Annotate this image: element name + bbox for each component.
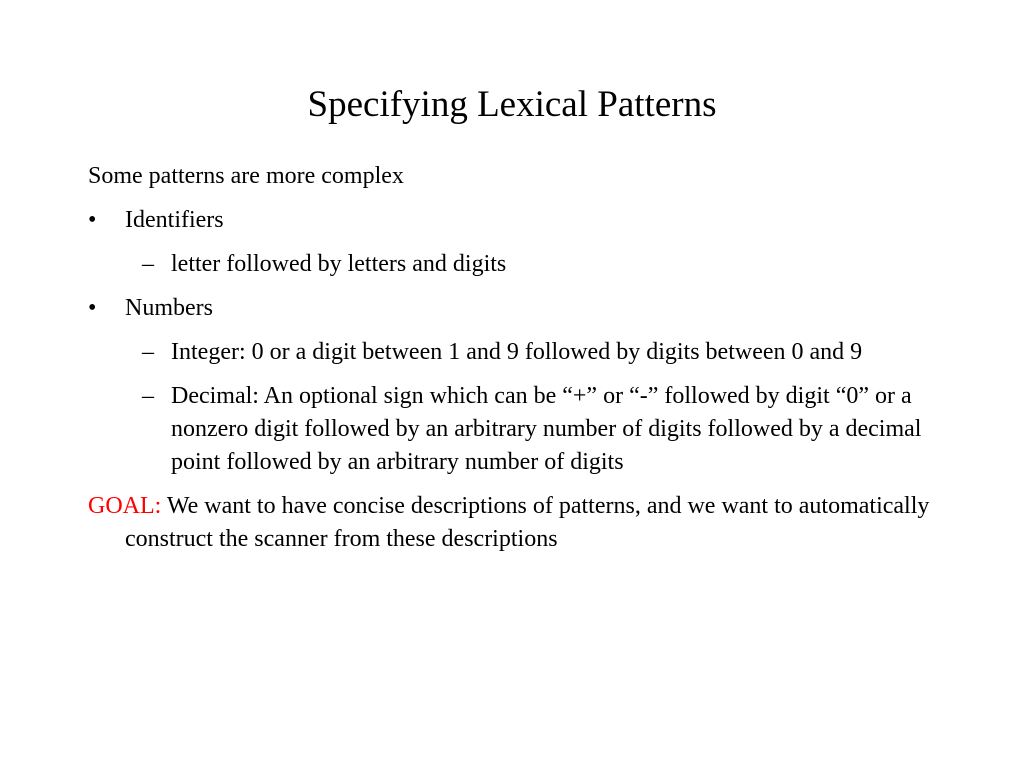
bullet-marker: • xyxy=(88,295,97,321)
sub-bullet-letter xyxy=(88,248,948,281)
dash-marker: – xyxy=(142,383,154,409)
bullet-identifiers xyxy=(88,204,948,237)
sub-bullet-text: Decimal: An optional sign which can be “+” or “-” followed by digit “0” or a nonzero digit followed by an arbitrary number of digits followed by a decimal point followed by an arbitrary number of digits xyxy=(171,383,922,475)
goal-text: We want to have concise descriptions of patterns, and we want to automatically construct the scanner from these descriptions xyxy=(125,493,930,552)
sub-bullet-integer xyxy=(88,336,948,369)
dash-marker: – xyxy=(142,251,154,277)
bullet-text: Numbers xyxy=(125,295,213,321)
goal-label: GOAL: xyxy=(88,493,162,519)
bullet-numbers xyxy=(88,292,948,325)
goal-statement xyxy=(88,490,948,556)
slide-body xyxy=(88,160,948,567)
slide-title: Specifying Lexical Patterns xyxy=(307,84,717,125)
dash-marker: – xyxy=(142,339,154,365)
intro-text: Some patterns are more complex xyxy=(88,163,404,189)
sub-bullet-text: Integer: 0 or a digit between 1 and 9 followed by digits between 0 and 9 xyxy=(171,339,863,365)
bullet-marker: • xyxy=(88,207,97,233)
sub-bullet-text: letter followed by letters and digits xyxy=(171,251,507,277)
bullet-text: Identifiers xyxy=(125,207,224,233)
sub-bullet-decimal xyxy=(88,380,948,479)
